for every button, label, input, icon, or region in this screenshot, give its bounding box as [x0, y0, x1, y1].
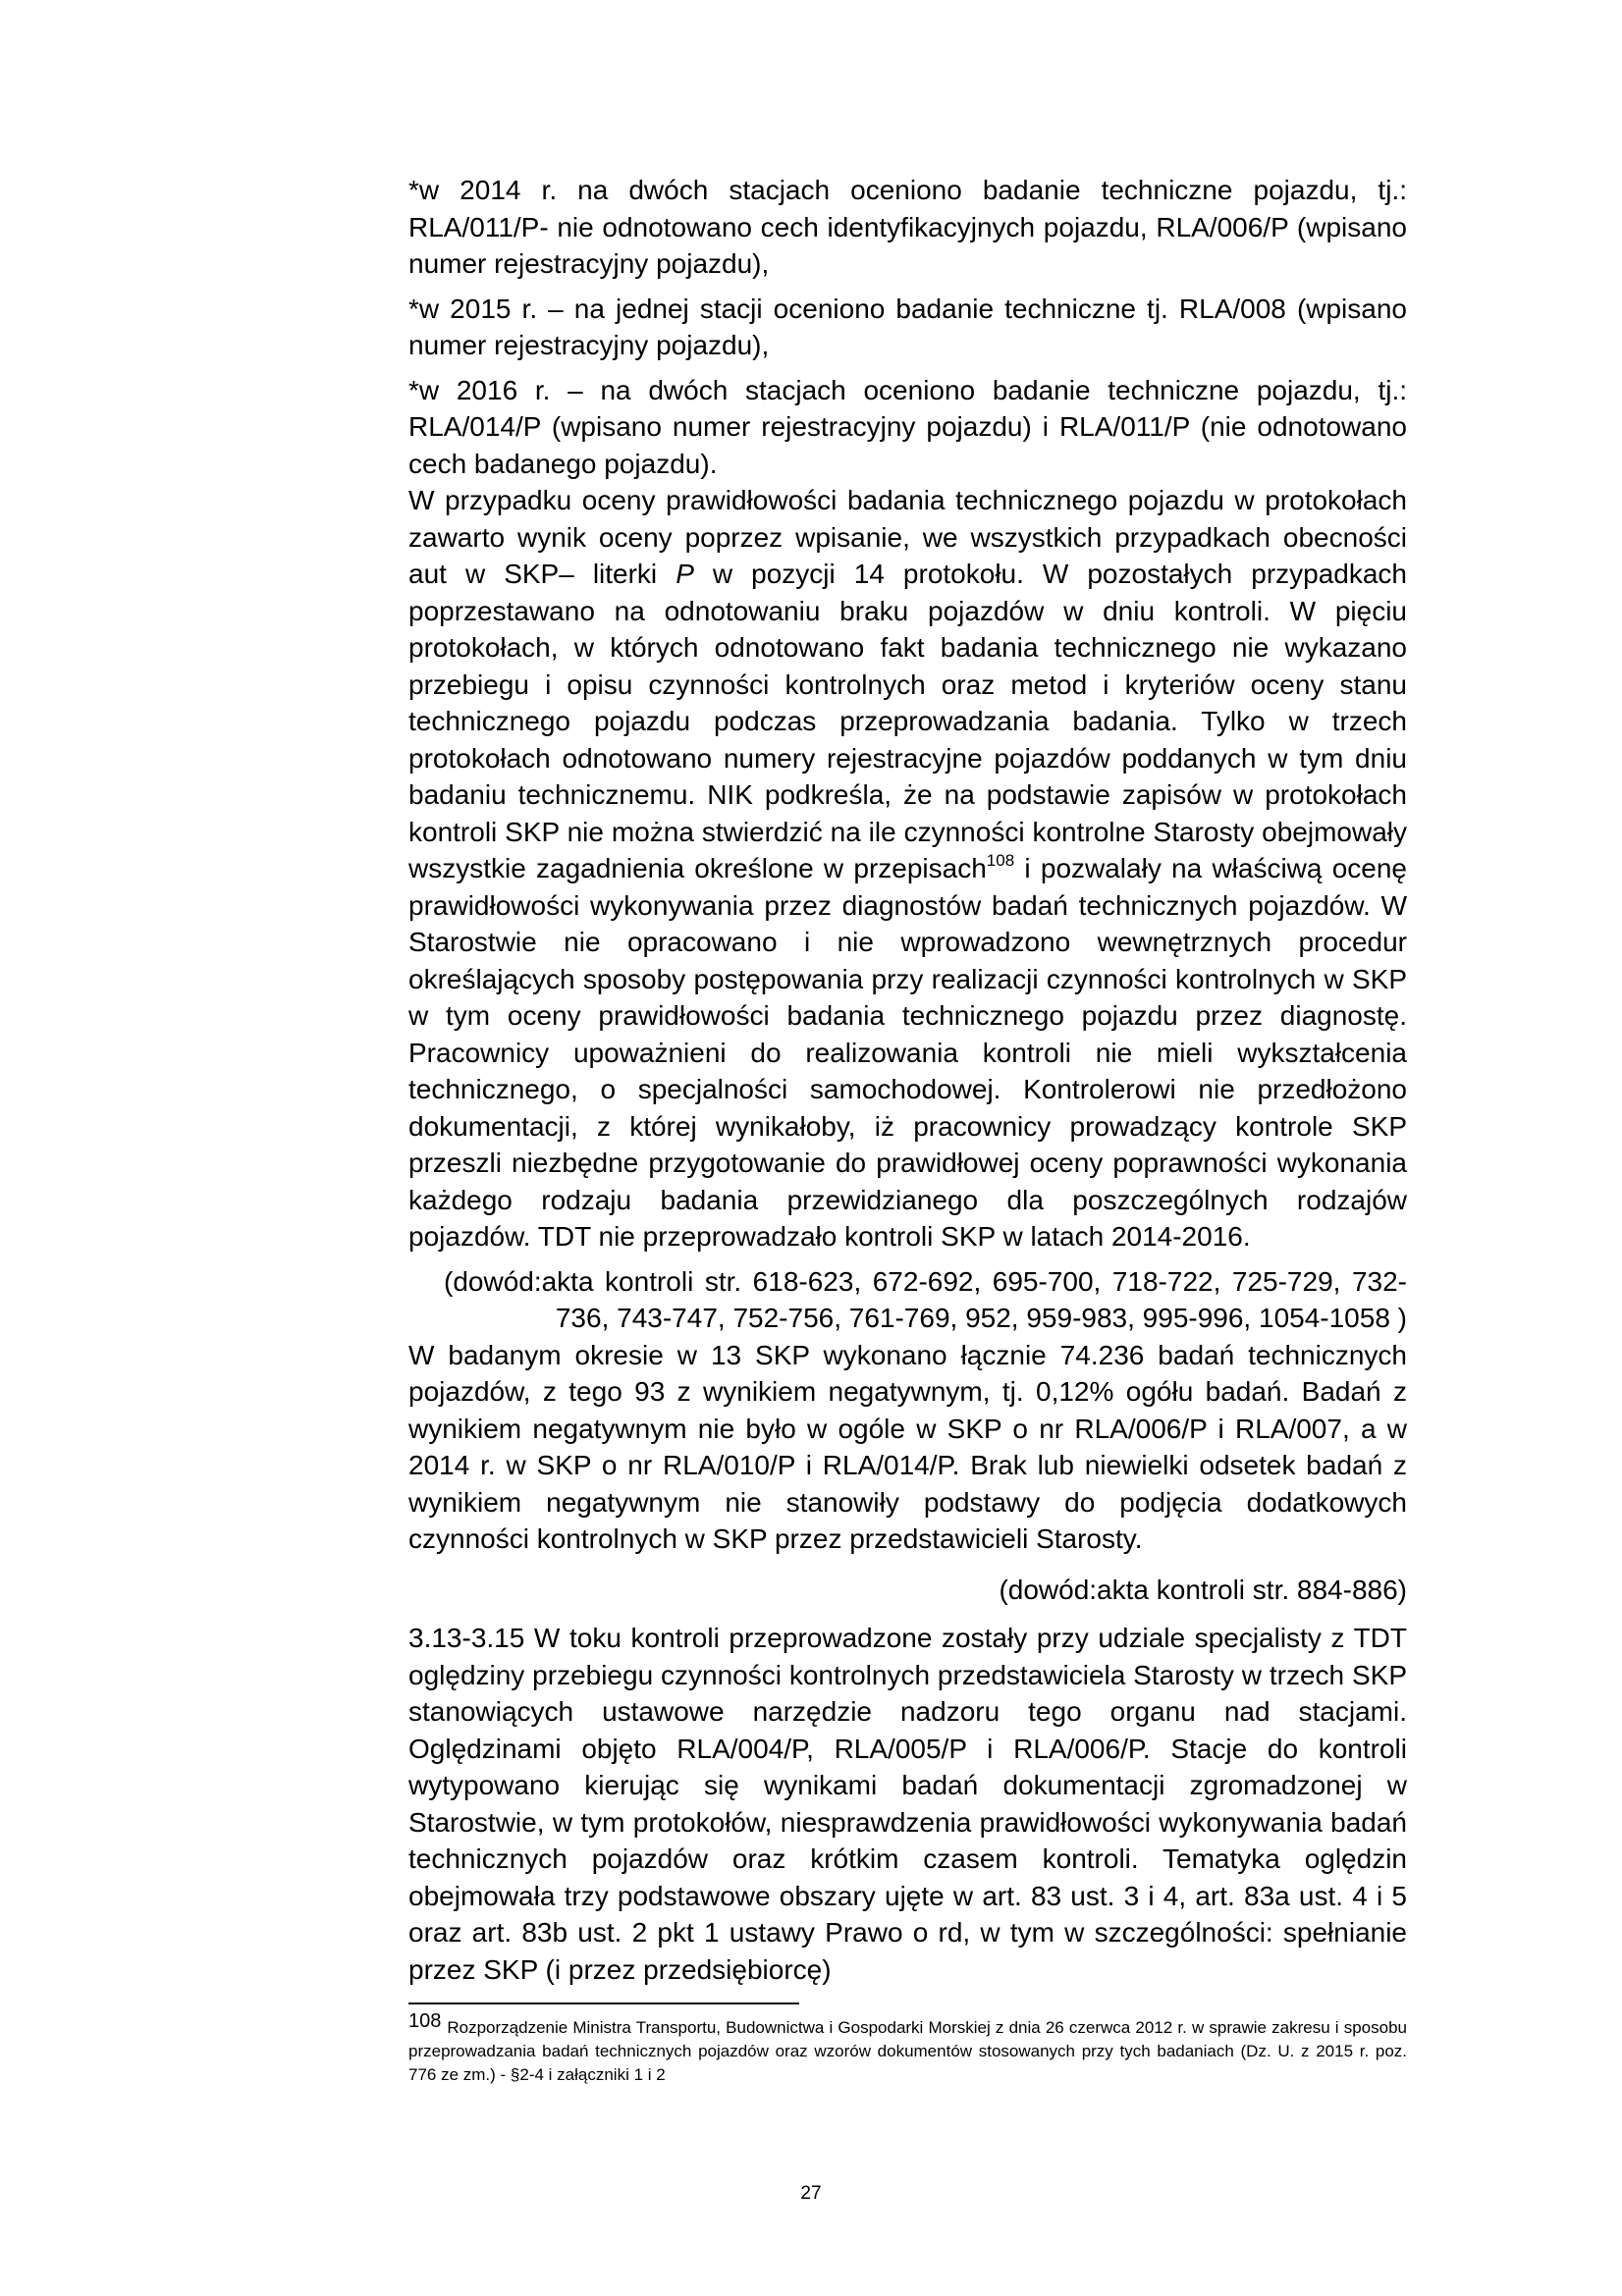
list-item-2014: *w 2014 r. na dwóch stacjach oceniono badanie techniczne pojazdu, tj.: RLA/011/P- nie odnotowano cech identyfikacyjnych pojazdu, RLA/006/P (wpisano numer rejestracyjny pojazdu),: [408, 175, 1407, 279]
footnote: [408, 2010, 1407, 2087]
main-text: [408, 172, 1407, 1988]
page-number: 27: [800, 2183, 822, 2204]
paragraph-assessment: [408, 482, 1407, 1255]
footnote-number: 108: [408, 2010, 442, 2032]
evidence-reference-1: (dowód:akta kontroli str. 618-623, 672-692, 695-700, 718-722, 725-729, 732-736, 743-747, 752-756, 761-769, 952, 959-983, 995-996, 1054-1058 ): [444, 1265, 1407, 1333]
letter-p: P: [676, 559, 694, 589]
footnote-reference[interactable]: 108: [986, 851, 1015, 870]
paragraph-assessment-part-2: w pozycji 14 protokołu. W pozostałych przypadkach poprzestawano na odnotowaniu braku pojazdów w dniu kontroli. W pięciu protokołach, w których odnotowano fakt badania technicznego nie wykazano przebiegu i opisu czynności kontrolnych oraz metod i kryteriów oceny stanu technicznego pojazdu podczas przeprowadzania badania. Tylko w trzech protokołach odnotowano numery rejestracyjne pojazdów poddanych w tym dniu badaniu technicznemu. NIK podkreśla, że na podstawie zapisów w protokołach kontroli SKP nie można stwierdzić na ile czynności kontrolne Starosty obejmowały wszystkie zagadnienia określone w przepisach: [408, 559, 1408, 883]
paragraph-inspection: 3.13-3.15 W toku kontroli przeprowadzone zostały przy udziale specjalisty z TDT oględziny przebiegu czynności kontrolnych przedstawiciela Starosty w trzech SKP stanowiących ustawowe narzędzie nadzoru tego organu nad stacjami. Oględzinami objęto RLA/004/P, RLA/005/P i RLA/006/P. Stacje do kontroli wytypowano kierując się wynikami badań dokumentacji zgromadzonej w Starostwie, w tym protokołów, niesprawdzenia prawidłowości wykonywania badań technicznych pojazdów oraz krótkim czasem kontroli. Tematyka oględzin obejmowała trzy podstawowe obszary ujęte w art. 83 ust. 3 i 4, art. 83a ust. 4 i 5 oraz art. 83b ust. 2 pkt 1 ustawy Prawo o rd, w tym w szczególności: spełnianie przez SKP (i przez przedsiębiorcę): [408, 1623, 1407, 1985]
footnote-separator: [408, 2002, 799, 2004]
evidence-reference-2: (dowód:akta kontroli str. 884-886): [999, 1574, 1407, 1605]
paragraph-negative-results: W badanym okresie w 13 SKP wykonano łącznie 74.236 badań technicznych pojazdów, z tego 93 z wynikiem negatywnym, tj. 0,12% ogółu badań. Badań z wynikiem negatywnym nie było w ogóle w SKP o nr RLA/006/P i RLA/007, a w 2014 r. w SKP o nr RLA/010/P i RLA/014/P. Brak lub niewielki odsetek badań z wynikiem negatywnym nie stanowiły podstawy do podjęcia dodatkowych czynności kontrolnych w SKP przez przedstawicieli Starosty.: [408, 1339, 1407, 1554]
list-item-2015: *w 2015 r. – na jednej stacji oceniono badanie techniczne tj. RLA/008 (wpisano numer rejestracyjny pojazdu),: [408, 293, 1407, 360]
list-item-2016: *w 2016 r. – na dwóch stacjach oceniono badanie techniczne pojazdu, tj.: RLA/014/P (wpisano numer rejestracyjny pojazdu) i RLA/011/P (nie odnotowano cech badanego pojazdu).: [408, 374, 1407, 479]
footnote-text: Rozporządzenie Ministra Transportu, Budownictwa i Gospodarki Morskiej z dnia 26 czerwca 2012 r. w sprawie zakresu i sposobu przeprowadzania badań technicznych pojazdów oraz wzorów dokumentów stosowanych przy tych badaniach (Dz. U. z 2015 r. poz. 776 ze zm.) - §2-4 i załączniki 1 i 2: [408, 2018, 1407, 2084]
paragraph-assessment-part-1: W przypadku oceny prawidłowości badania technicznego pojazdu w protokołach zawarto wynik oceny poprzez wpisanie, we wszystkich przypadkach obecności aut w SKP– literki: [408, 485, 1407, 589]
paragraph-assessment-part-3: i pozwalały na właściwą ocenę prawidłowości wykonywania przez diagnostów badań technicznych pojazdów. W Starostwie nie opracowano i nie wprowadzono wewnętrznych procedur określających sposoby postępowania przy realizacji czynności kontrolnych w SKP w tym oceny prawidłowości badania technicznego pojazdu przez diagnostę. Pracownicy upoważnieni do realizowania kontroli nie mieli wykształcenia technicznego, o specjalności samochodowej. Kontrolerowi nie przedłożono dokumentacji, z której wynikałoby, iż pracownicy prowadzący kontrole SKP przeszli niezbędne przygotowanie do prawidłowej oceny poprawności wykonania każdego rodzaju badania przewidzianego dla poszczególnych rodzajów pojazdów. TDT nie przeprowadzało kontroli SKP w latach 2014-2016.: [408, 853, 1407, 1252]
